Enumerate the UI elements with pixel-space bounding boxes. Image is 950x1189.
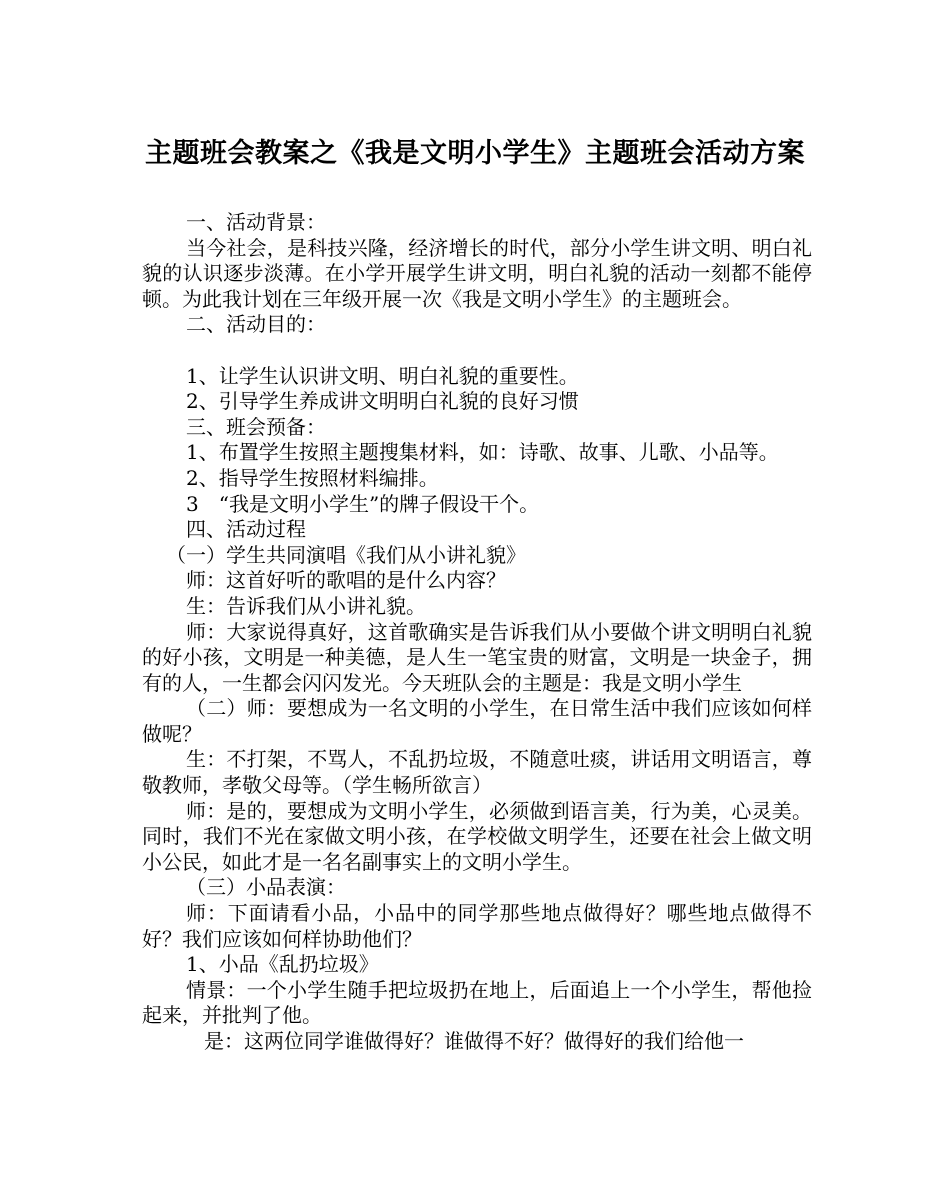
blank-line — [142, 338, 812, 364]
skit-title: 1、小品《乱扔垃圾》 — [186, 952, 379, 977]
section-heading-background: 一、活动背景： — [186, 210, 326, 234]
skit-scene: 情景：一个小学生随手把垃圾扔在地上，后面追上一个小学生，帮他捡起来，并批判了他。 — [142, 977, 812, 1028]
document-body — [142, 210, 812, 1055]
dialogue-line: 师：是的，要想成为文明小学生，必须做到语言美，行为美，心灵美。同时，我们不光在家做文明小孩，在学校做文明学生，还要在社会上做文明小公民，如此才是一名名副事实上的文明小学生。 — [142, 798, 812, 874]
subsection-heading-2: （二）师：要想成为一名文明的小学生，在日常生活中我们应该如何样做呢？ — [142, 696, 812, 746]
list-item-preparation-3: 3 “我是文明小学生”的牌子假设干个。 — [186, 491, 540, 516]
list-item-preparation-2: 2、指导学生按照材料编排。 — [186, 465, 439, 490]
dialogue-line: 生：告诉我们从小讲礼貌。 — [186, 593, 426, 618]
subsection-heading-1: （一）学生共同演唱《我们从小讲礼貌》 — [166, 542, 526, 567]
list-item-purpose-1: 1、让学生认识讲文明、明白礼貌的重要性。 — [186, 363, 579, 388]
dialogue-line: 师：大家说得真好，这首歌确实是告诉我们从小要做个讲文明明白礼貌的好小孩，文明是一种美德，是人生一笔宝贵的财富，文明是一块金子，拥有的人，一生都会闪闪发光。今天班队会的主题是：我是文明小学生 — [142, 619, 812, 695]
section-heading-purpose: 二、活动目的： — [186, 312, 326, 337]
section-heading-preparation: 三、班会预备： — [186, 414, 326, 439]
dialogue-line: 师：这首好听的歌唱的是什么内容？ — [186, 568, 506, 593]
dialogue-line: 生：不打架，不骂人，不乱扔垃圾，不随意吐痰，讲话用文明语言，尊敬教师，孝敬父母等。（学生畅所欲言） — [142, 747, 812, 798]
paragraph-background: 当今社会，是科技兴隆，经济增长的时代，部分小学生讲文明、明白礼貌的认识逐步淡薄。在小学开展学生讲文明，明白礼貌的活动一刻都不能停顿。为此我计划在三年级开展一次《我是文明小学生》的主题班会。 — [142, 235, 812, 311]
subsection-heading-3: （三）小品表演： — [186, 875, 346, 900]
dialogue-line: 师：下面请看小品，小品中的同学那些地点做得好？哪些地点做得不好？我们应该如何样协助他们？ — [142, 901, 812, 951]
list-item-preparation-1: 1、布置学生按照主题搜集材料，如：诗歌、故事、儿歌、小品等。 — [186, 440, 779, 465]
dialogue-line: 是：这两位同学谁做得好？谁做得不好？做得好的我们给他一 — [204, 1029, 744, 1053]
document-title: 主题班会教案之《我是文明小学生》主题班会活动方案 — [145, 138, 805, 169]
section-heading-process: 四、活动过程 — [186, 517, 306, 542]
list-item-purpose-2: 2、引导学生养成讲文明明白礼貌的良好习惯 — [186, 389, 579, 414]
